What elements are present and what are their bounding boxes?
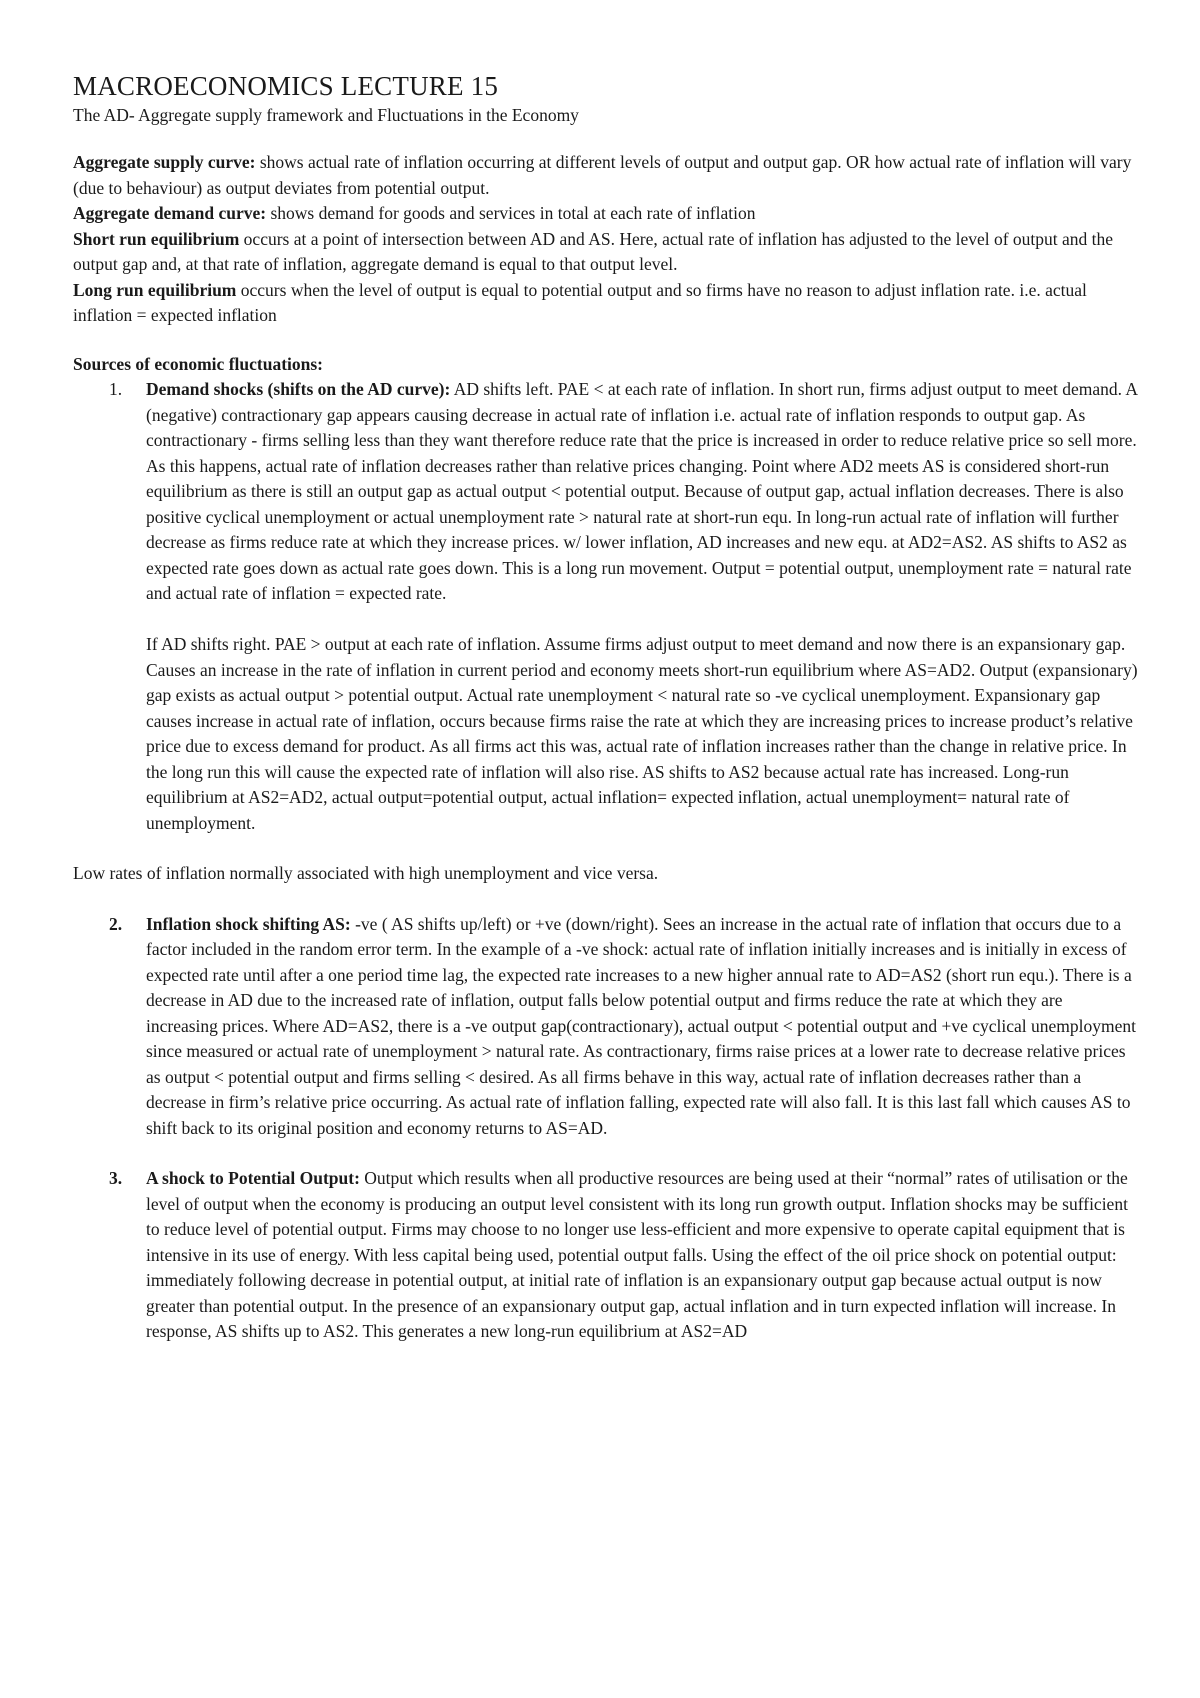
page-title: MACROECONOMICS LECTURE 15 xyxy=(73,71,499,101)
definition-text: shows demand for goods and services in total at each rate of inflation xyxy=(266,203,756,223)
list-item-number: 2. xyxy=(109,913,123,934)
definition-term: Long run equilibrium xyxy=(73,279,237,300)
fluctuation-sources-list-continued xyxy=(73,912,1138,1345)
list-item-number: 3. xyxy=(109,1168,123,1188)
definition-long-run-equilibrium xyxy=(73,278,1138,329)
fluctuation-sources-list xyxy=(73,377,1138,836)
definition-term: Short run equilibrium xyxy=(73,228,240,249)
list-item-text: AD shifts left. PAE < at each rate of inflation. In short run, firms adjust output to meet demand. A (negative) contractionary gap appears causing decrease in actual rate of inflation i.e. actual rate of inflation responds to output gap. As contractionary - firms selling less than they want therefore reduce rate that the price is increased in order to reduce relative price so sell more. As this happens, actual rate of inflation decreases rather than relative prices changing. Point where AD2 meets AS is considered short-run equilibrium as there is still an output gap as actual output < potential output. Because of output gap, actual inflation decreases. There is also positive cyclical unemployment or actual unemployment rate > natural rate at short-run equ. In long-run actual rate of inflation will further decrease as firms reduce rate at which they increase prices. w/ lower inflation, AD increases and new equ. at AD2=AS2. AS shifts to AS2 as expected rate goes down as actual rate goes down. This is a long run movement. Output = potential output, unemployment rate = natural rate and actual rate of inflation = expected rate. xyxy=(146,379,1138,603)
definition-aggregate-supply xyxy=(73,150,1138,201)
list-item-potential-output-shock xyxy=(73,1166,1138,1345)
list-item-term: Demand shocks (shifts on the AD curve): xyxy=(146,379,451,399)
list-item-text: -ve ( AS shifts up/left) or +ve (down/right). Sees an increase in the actual rate of inflation that occurs due to a factor included in the random error term. In the example of a -ve shock: actual rate of inflation initially increases and is initially in excess of expected rate until after a one period time lag, the expected rate increases to a new higher annual rate to AD=AS2 (short run equ.). There is a decrease in AD due to the increased rate of inflation, output falls below potential output and firms reduce the rate at which they are increasing prices. Where AD=AS2, there is a -ve output gap(contractionary), actual output < potential output and +ve cyclical unemployment since measured or actual rate of unemployment > natural rate. As contractionary, firms raise prices at a lower rate to decrease relative prices as output < potential output and firms selling < desired. As all firms behave in this way, actual rate of inflation decreases rather than a decrease in firm’s relative price occurring. As actual rate of inflation falling, expected rate will also fall. It is this last fall which causes AS to shift back to its original position and economy returns to AS=AD. xyxy=(146,913,1137,1138)
definition-text: shows actual rate of inflation occurring at different levels of output and output gap. OR how actual rate of inflation will vary (due to behaviour) as output deviates from potential output. xyxy=(73,152,1132,198)
definition-term: Aggregate supply curve: xyxy=(73,152,256,172)
list-item-term: Inflation shock shifting AS: xyxy=(146,913,351,934)
sources-heading: Sources of economic fluctuations: xyxy=(73,353,323,374)
list-item-inflation-shock xyxy=(73,912,1138,1142)
definition-text: occurs at a point of intersection between AD and AS. Here, actual rate of inflation has adjusted to the level of output and the output gap and, at that rate of inflation, aggregate demand is equal to that output level. xyxy=(73,228,1114,274)
page-subtitle: The AD- Aggregate supply framework and Fluctuations in the Economy xyxy=(73,105,579,125)
list-item-demand-shocks xyxy=(73,377,1138,836)
paragraph-gap xyxy=(146,607,1138,633)
list-item-text: Output which results when all productive resources are being used at their “normal” rates of utilisation or the level of output when the economy is producing an output level consistent with its long run growth output. Inflation shocks may be sufficient to reduce level of potential output. Firms may choose to no longer use less-efficient and more expensive to operate capital equipment that is intensive in its use of energy. With less capital being used, potential output falls. Using the effect of the oil price shock on potential output: immediately following decrease in potential output, at initial rate of inflation is an expansionary output gap because actual output is now greater than potential output. In the presence of an expansionary output gap, actual inflation and in turn expected inflation will increase. In response, AS shifts up to AS2. This generates a new long-run equilibrium at AS2=AD xyxy=(146,1168,1128,1341)
list-item-term: A shock to Potential Output: xyxy=(146,1168,360,1188)
definition-term: Aggregate demand curve: xyxy=(73,203,267,223)
definition-text: occurs when the level of output is equal to potential output and so firms have no reason to adjust inflation rate. i.e. actual inflation = expected inflation xyxy=(73,279,1087,325)
list-item-number: 1. xyxy=(109,379,123,399)
standalone-note: Low rates of inflation normally associated with high unemployment and vice versa. xyxy=(73,863,659,883)
definition-short-run-equilibrium xyxy=(73,227,1138,278)
definition-aggregate-demand xyxy=(73,201,1138,227)
list-item-text-continued: If AD shifts right. PAE > output at each rate of inflation. Assume firms adjust output to meet demand and now there is an expansionary gap. Causes an increase in the rate of inflation in current period and economy meets short-run equilibrium where AS=AD2. Output (expansionary) gap exists as actual output > potential output. Actual rate unemployment < natural rate so -ve cyclical unemployment. Expansionary gap causes increase in actual rate of inflation, occurs because firms raise the rate at which they are increasing prices to increase product’s relative price due to excess demand for product. As all firms act this was, actual rate of inflation increases rather than the change in relative price. In the long run this will cause the expected rate of inflation will also rise. AS shifts to AS2 because actual rate has increased. Long-run equilibrium at AS2=AD2, actual output=potential output, actual inflation= expected inflation, actual unemployment= natural rate of unemployment. xyxy=(146,634,1138,833)
